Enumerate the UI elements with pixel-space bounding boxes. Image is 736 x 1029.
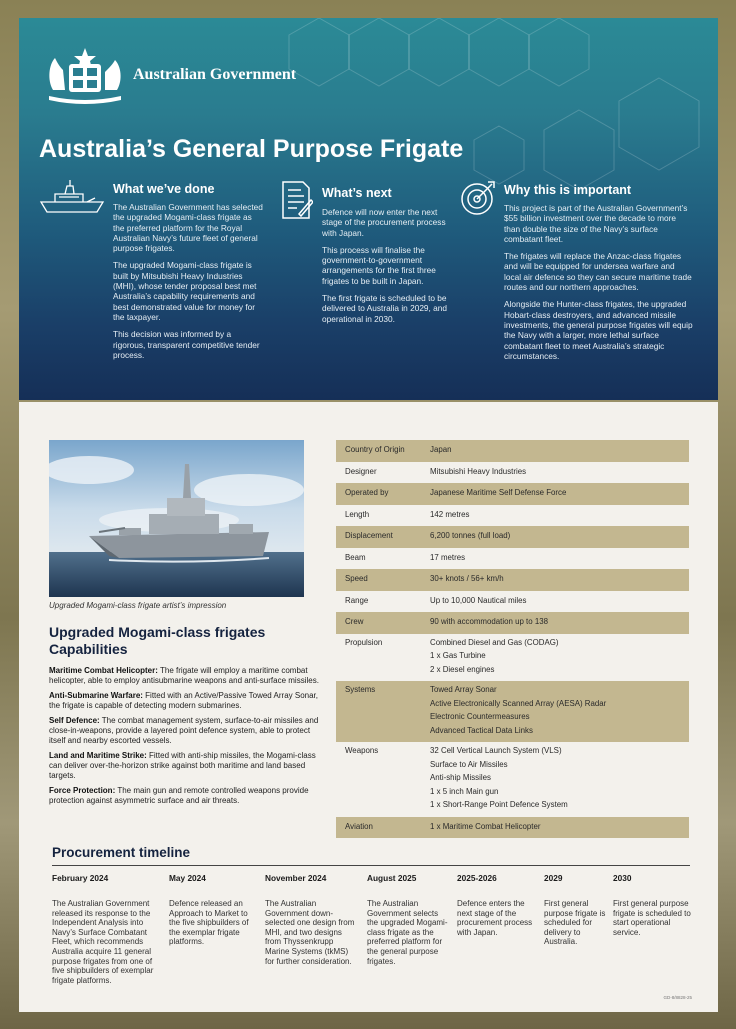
spec-value: Active Electronically Scanned Array (AESA) Radar: [430, 698, 607, 708]
spec-row: [336, 462, 689, 484]
timeline-item: [265, 873, 355, 966]
spec-value: 142 metres: [430, 509, 470, 519]
timeline-text: The Australian Government selects the upgraded Mogami-class frigate as the preferred platform for the general purpose frigates.: [367, 899, 448, 966]
paragraph: The frigates will replace the Anzac-class frigates and will be equipped for undersea warfare and local air defence so they can secure maritime trade routes and our northern approaches.: [504, 251, 692, 293]
spec-row: [336, 526, 689, 548]
timeline-text: Defence enters the next stage of the procurement process with Japan.: [457, 899, 533, 937]
spec-key: Displacement: [345, 531, 393, 540]
timeline-text: The Australian Government released its response to the Independent Analysis into Navy’s Surface Combatant Fleet, which recommends Australia acquire 11 general purpose frigates from one of five shipbuilders of exemplar frigate platforms.: [52, 899, 154, 985]
spec-value: 90 with accommodation up to 138: [430, 617, 548, 626]
paragraph: This project is part of the Australian Government’s $55 billion investment over the decade to more than double the size of the Navy’s surface combatant fleet.: [504, 203, 688, 244]
capability-label: Maritime Combat Helicopter:: [49, 666, 158, 675]
timeline-item: [613, 873, 695, 937]
timeline-text: Defence released an Approach to Market to the five shipbuilders of the exemplar frigate platforms.: [169, 899, 249, 947]
spec-value: 1 x Maritime Combat Helicopter: [430, 821, 541, 831]
spec-value: 17 metres: [430, 552, 466, 562]
capability-label: Anti-Submarine Warfare:: [49, 691, 143, 700]
spec-value: Mitsubishi Heavy Industries: [430, 466, 527, 476]
spec-row: [336, 569, 689, 591]
spec-key: Country of Origin: [345, 445, 405, 454]
spec-row: [336, 591, 689, 613]
spec-value: 2 x Diesel engines: [430, 664, 495, 674]
spec-value: 6,200 tonnes (full load): [430, 531, 511, 540]
spec-key: Beam: [345, 552, 366, 562]
spec-value: Electronic Countermeasures: [430, 712, 530, 721]
spec-key: Range: [345, 595, 369, 605]
capability-text: The frigate will employ a maritime combat helicopter, able to employ antisubmarine weapons and anti-surface missiles.: [49, 666, 319, 685]
timeline-date: May 2024: [169, 873, 206, 883]
spec-value: Surface to Air Missiles: [430, 759, 508, 769]
capability-label: Self Defence:: [49, 716, 100, 725]
paragraph: This decision was informed by a rigorous, transparent competitive tender process.: [113, 329, 260, 360]
spec-row: [336, 612, 689, 634]
capability-text: Fitted with an Active/Passive Towed Array Sonar, the frigate is capable of detecting modern submarines.: [49, 691, 318, 710]
paragraph: The Australian Government has selected the upgraded Mogami-class frigate as the preferred platform for the Royal Australian Navy’s future fleet of general purpose frigates.: [113, 202, 263, 254]
spec-value: Anti-ship Missiles: [430, 773, 491, 782]
timeline-title: Procurement timeline: [52, 845, 191, 860]
capability-text: Fitted with anti-ship missiles, the Mogami-class can deliver over-the-horizon strike against both maritime and land based targets.: [49, 751, 316, 780]
spec-value: Combined Diesel and Gas (CODAG): [430, 637, 559, 647]
spec-value: 32 Cell Vertical Launch System (VLS): [430, 746, 562, 755]
spec-value: 1 x Gas Turbine: [430, 651, 486, 660]
document-icon: [279, 180, 313, 220]
spec-key: Designer: [345, 466, 377, 476]
photo-caption: Upgraded Mogami-class frigate artist’s impression: [49, 601, 227, 610]
timeline-item: [544, 873, 606, 947]
section-heading: Why this is important: [504, 183, 632, 197]
timeline-text: The Australian Government down-selected one design from MHI, and two designs from Thyssenkrupp Marine Systems (tkMS) for further consideration.: [265, 899, 355, 966]
page-title: Australia’s General Purpose Frigate: [39, 135, 464, 163]
capability-item: [49, 691, 321, 711]
spec-row: [336, 440, 689, 462]
spec-row: [336, 742, 689, 817]
timeline-item: [457, 873, 537, 937]
capabilities-title: Upgraded Mogami-class frigates Capabilities: [49, 624, 266, 657]
paragraph: Defence will now enter the next stage of the procurement process with Japan.: [322, 207, 446, 238]
timeline-date: November 2024: [265, 873, 327, 883]
specifications-table: [336, 440, 689, 838]
paragraph: This process will finalise the government-to-government arrangements for the first three frigates to be built in Japan.: [322, 244, 436, 286]
spec-key: Weapons: [345, 746, 379, 755]
timeline-item: [52, 873, 164, 985]
timeline-date: 2030: [613, 873, 632, 883]
spec-row: [336, 548, 689, 570]
spec-row: [336, 681, 689, 742]
spec-value: Up to 10,000 Nautical miles: [430, 595, 527, 605]
spec-value: 30+ knots / 56+ km/h: [430, 574, 504, 583]
capability-text: The main gun and remote controlled weapons provide protection against asymmetric surface and air threats.: [49, 786, 309, 805]
spec-row: [336, 817, 689, 839]
capability-label: Force Protection:: [49, 786, 116, 795]
paragraph: The first frigate is scheduled to be delivered to Australia in 2029, and operational in 2030.: [322, 293, 448, 324]
header-banner: [19, 18, 718, 400]
spec-key: Length: [345, 509, 370, 519]
government-name: Australian Government: [133, 66, 297, 83]
paragraph: Alongside the Hunter-class frigates, the upgraded Hobart-class destroyers, and advanced missile investments, the general purpose frigates will equip the Navy with a larger, more lethal surface combatant fleet to meet Australia’s strategic circumstances.: [504, 299, 693, 361]
coat-of-arms-icon: [39, 44, 131, 106]
spec-row: [336, 483, 689, 505]
spec-value: Advanced Tactical Data Links: [430, 725, 533, 735]
capability-text: The combat management system, surface-to-air missiles and close-in-weapons, provide a layered point defence system, able to protect itself and nearby escorted vessels.: [49, 716, 319, 745]
spec-row: [336, 505, 689, 527]
capability-item: [49, 751, 321, 781]
spec-value: 1 x 5 inch Main gun: [430, 786, 499, 796]
timeline-date: August 2025: [367, 873, 417, 883]
spec-key: Crew: [345, 617, 364, 626]
capability-item: [49, 666, 321, 686]
ship-icon: [39, 180, 105, 216]
content-panel: [19, 402, 718, 1012]
timeline-date: 2029: [544, 873, 563, 883]
spec-key: Propulsion: [345, 637, 383, 647]
capabilities-list: [49, 666, 321, 811]
capability-item: [49, 786, 321, 806]
spec-key: Systems: [345, 685, 376, 694]
spec-row: [336, 634, 689, 682]
spec-value: Towed Array Sonar: [430, 685, 497, 694]
capability-item: [49, 716, 321, 746]
document-id: GD-8/8828-25: [663, 995, 692, 1000]
paragraph: The upgraded Mogami-class frigate is built by Mitsubishi Heavy Industries (MHI), whose tender proposal best met Australia’s capability requirements and best demonstrated value for money for the taxpayer.: [113, 260, 257, 322]
timeline-text: First general purpose frigate is scheduled to start operational service.: [613, 899, 691, 937]
timeline-item: [169, 873, 261, 947]
spec-value: Japan: [430, 445, 452, 454]
spec-value: 1 x Short-Range Point Defence System: [430, 800, 568, 809]
spec-key: Operated by: [345, 488, 389, 497]
timeline-date: February 2024: [52, 873, 109, 883]
timeline-text: First general purpose frigate is scheduled for delivery to Australia.: [544, 899, 606, 947]
spec-key: Aviation: [345, 821, 373, 831]
timeline-item: [367, 873, 449, 966]
target-icon: [460, 180, 496, 216]
spec-value: Japanese Maritime Self Defense Force: [430, 488, 567, 497]
timeline-divider: [52, 865, 690, 866]
section-heading: What we’ve done: [113, 182, 215, 196]
section-heading: What’s next: [322, 186, 392, 200]
frigate-photo: [49, 440, 304, 597]
spec-key: Speed: [345, 574, 368, 583]
timeline-date: 2025-2026: [457, 873, 497, 883]
capability-label: Land and Maritime Strike:: [49, 751, 147, 760]
